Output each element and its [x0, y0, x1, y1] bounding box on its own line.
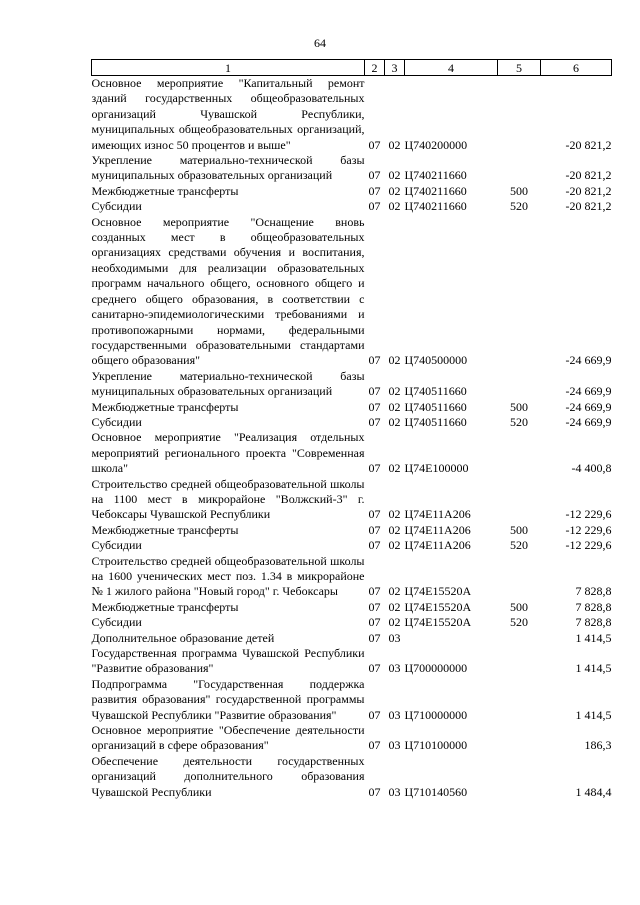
row-name: Государственная программа Чувашской Республики "Развитие образования" — [91, 646, 365, 676]
row-name: Субсидии — [91, 199, 142, 214]
row-subsection: 02 — [388, 414, 401, 429]
row-section: 07 — [368, 137, 381, 152]
row-target-article: Ц700000000 — [404, 661, 468, 676]
header-col-2: 2 — [365, 60, 385, 76]
row-section: 07 — [368, 615, 381, 630]
row-section: 07 — [368, 168, 381, 183]
row-amount: -24 669,9 — [565, 414, 612, 429]
row-target-article: Ц74Е11А206 — [404, 538, 471, 553]
row-expense-type: 500 — [510, 599, 528, 614]
row-expense-type: 500 — [510, 522, 528, 537]
row-target-article: Ц740511660 — [404, 414, 467, 429]
row-section: 07 — [368, 507, 381, 522]
table-row — [92, 554, 612, 600]
table-row — [92, 199, 612, 214]
row-name: Межбюджетные трансферты — [91, 599, 239, 614]
row-section: 07 — [368, 414, 381, 429]
row-name: Субсидии — [91, 615, 142, 630]
row-target-article: Ц74Е15520А — [404, 599, 472, 614]
row-target-article: Ц74Е15520А — [404, 584, 472, 599]
row-name: Субсидии — [91, 538, 142, 553]
table-row — [92, 538, 612, 553]
row-section: 07 — [368, 522, 381, 537]
row-expense-type — [498, 554, 541, 600]
row-amount: -20 821,2 — [565, 183, 612, 198]
row-expense-type: 500 — [510, 399, 528, 414]
header-col-5: 5 — [498, 60, 541, 76]
row-target-article — [405, 631, 498, 646]
row-subsection: 03 — [388, 784, 401, 799]
row-section: 07 — [368, 707, 381, 722]
row-section: 07 — [368, 661, 381, 676]
header-col-4: 4 — [405, 60, 498, 76]
row-target-article: Ц74Е11А206 — [404, 507, 471, 522]
row-amount: 1 484,4 — [575, 784, 612, 799]
row-expense-type — [498, 430, 541, 476]
row-expense-type — [498, 153, 541, 184]
row-target-article: Ц740200000 — [404, 137, 468, 152]
row-name: Основное мероприятие "Капитальный ремонт зданий государственных общеобразовательных организаций Чувашской Республики, муниципальных общеобразовательных организаций, имеющих износ 50 процентов и выше" — [91, 76, 365, 152]
row-amount: 1 414,5 — [575, 661, 612, 676]
row-expense-type — [498, 677, 541, 723]
budget-table — [91, 59, 612, 800]
row-subsection: 02 — [388, 183, 401, 198]
table-row — [92, 215, 612, 369]
row-expense-type — [498, 646, 541, 677]
row-target-article: Ц74Е100000 — [404, 461, 469, 476]
table-header-row — [92, 60, 612, 76]
row-expense-type: 500 — [510, 183, 528, 198]
row-subsection: 02 — [388, 353, 401, 368]
row-subsection: 02 — [388, 599, 401, 614]
row-name: Основное мероприятие "Реализация отдельных мероприятий регионального проекта "Современная школа" — [91, 430, 365, 476]
row-target-article: Ц710000000 — [404, 707, 468, 722]
row-target-article: Ц740511660 — [404, 384, 467, 399]
table-row — [92, 153, 612, 184]
row-section: 07 — [368, 353, 381, 368]
row-name: Строительство средней общеобразовательной школы на 1600 ученических мест поз. 1.34 в микрорайоне № 1 жилого района "Новый город" г. Чебоксары — [91, 553, 365, 599]
table-body — [92, 76, 612, 801]
row-subsection: 02 — [388, 384, 401, 399]
row-amount: 186,3 — [584, 738, 612, 753]
row-expense-type — [498, 215, 541, 369]
row-target-article: Ц740211660 — [404, 168, 467, 183]
row-target-article: Ц740211660 — [404, 199, 467, 214]
table-row — [92, 646, 612, 677]
row-target-article: Ц710140560 — [404, 784, 468, 799]
table-row — [92, 415, 612, 430]
row-target-article: Ц740211660 — [404, 183, 467, 198]
row-subsection: 02 — [388, 168, 401, 183]
row-section: 07 — [368, 461, 381, 476]
row-subsection: 03 — [388, 630, 401, 645]
row-amount: -24 669,9 — [565, 353, 612, 368]
row-expense-type — [498, 723, 541, 754]
row-name: Субсидии — [91, 414, 142, 429]
row-subsection: 02 — [388, 399, 401, 414]
table-row — [92, 754, 612, 800]
table-row — [92, 369, 612, 400]
row-section: 07 — [368, 630, 381, 645]
row-subsection: 02 — [388, 507, 401, 522]
header-col-3: 3 — [385, 60, 405, 76]
table-row — [92, 477, 612, 523]
table-row — [92, 600, 612, 615]
header-col-1: 1 — [92, 60, 365, 76]
row-name: Дополнительное образование детей — [91, 630, 275, 645]
row-target-article: Ц74Е15520А — [404, 615, 472, 630]
row-section: 07 — [368, 399, 381, 414]
row-amount: -20 821,2 — [565, 168, 612, 183]
table-row — [92, 184, 612, 199]
row-section: 07 — [368, 738, 381, 753]
row-subsection: 03 — [388, 661, 401, 676]
row-expense-type — [498, 76, 541, 154]
row-subsection: 02 — [388, 615, 401, 630]
row-target-article: Ц710100000 — [404, 738, 468, 753]
row-name: Строительство средней общеобразовательной школы на 1100 мест в микрорайоне "Волжский-3" г. Чебоксары Чувашской Республики — [91, 476, 365, 522]
row-amount: -12 229,6 — [565, 522, 612, 537]
row-amount: 7 828,8 — [575, 584, 612, 599]
row-amount: 1 414,5 — [575, 707, 612, 722]
row-subsection: 02 — [388, 538, 401, 553]
row-section: 07 — [368, 784, 381, 799]
row-name: Укрепление материально-технической базы муниципальных образовательных организаций — [91, 368, 365, 399]
row-name: Основное мероприятие "Оснащение вновь созданных мест в общеобразовательных организациях средствами обучения и воспитания, необходимыми для реализации образовательных программ начального общего, основного общего и среднего общего образования, в соответствии с санитарно-эпидемиологическими требованиями и противопожарными нормами, федеральными государственными образовательными стандартами общего образования" — [91, 214, 365, 368]
row-target-article: Ц74Е11А206 — [404, 522, 471, 537]
table-row — [92, 430, 612, 476]
row-section: 07 — [368, 199, 381, 214]
row-subsection: 02 — [388, 461, 401, 476]
row-amount: -20 821,2 — [565, 199, 612, 214]
row-amount: 7 828,8 — [575, 599, 612, 614]
row-section: 07 — [368, 538, 381, 553]
table-row — [92, 677, 612, 723]
row-name: Обеспечение деятельности государственных организаций дополнительного образования Чувашской Республики — [91, 753, 365, 799]
row-amount: -4 400,8 — [571, 461, 612, 476]
row-target-article: Ц740500000 — [404, 353, 468, 368]
row-amount: 1 414,5 — [575, 630, 612, 645]
row-amount: -12 229,6 — [565, 507, 612, 522]
row-amount: -24 669,9 — [565, 384, 612, 399]
row-subsection: 03 — [388, 707, 401, 722]
row-section: 07 — [368, 599, 381, 614]
row-name: Подпрограмма "Государственная поддержка развития образования" государственной программы Чувашской Республики "Развитие образования" — [91, 676, 365, 722]
row-amount: -12 229,6 — [565, 538, 612, 553]
row-expense-type — [498, 631, 541, 646]
table-row — [92, 723, 612, 754]
row-amount: 7 828,8 — [575, 615, 612, 630]
row-subsection: 02 — [388, 137, 401, 152]
row-amount: -24 669,9 — [565, 399, 612, 414]
row-expense-type: 520 — [510, 615, 528, 630]
table-row — [92, 615, 612, 630]
row-expense-type: 520 — [510, 414, 528, 429]
row-subsection: 02 — [388, 199, 401, 214]
row-subsection: 02 — [388, 584, 401, 599]
row-section: 07 — [368, 384, 381, 399]
row-name: Укрепление материально-технической базы муниципальных образовательных организаций — [91, 153, 365, 183]
row-name: Межбюджетные трансферты — [91, 399, 239, 414]
row-expense-type — [498, 477, 541, 523]
row-subsection: 03 — [388, 738, 401, 753]
table-row — [92, 523, 612, 538]
table-row — [92, 400, 612, 415]
row-expense-type — [498, 369, 541, 400]
header-col-6: 6 — [541, 60, 612, 76]
row-subsection: 02 — [388, 522, 401, 537]
row-section: 07 — [368, 183, 381, 198]
page-number: 64 — [314, 36, 326, 50]
row-expense-type: 520 — [510, 538, 528, 553]
row-expense-type — [498, 754, 541, 800]
row-expense-type: 520 — [510, 199, 528, 214]
row-amount: -20 821,2 — [565, 137, 612, 152]
table-row — [92, 631, 612, 646]
table-row — [92, 76, 612, 154]
row-section: 07 — [368, 584, 381, 599]
row-target-article: Ц740511660 — [404, 399, 467, 414]
row-name: Межбюджетные трансферты — [91, 522, 239, 537]
row-name: Межбюджетные трансферты — [91, 183, 239, 198]
row-name: Основное мероприятие "Обеспечение деятельности организаций в сфере образования" — [91, 723, 365, 753]
